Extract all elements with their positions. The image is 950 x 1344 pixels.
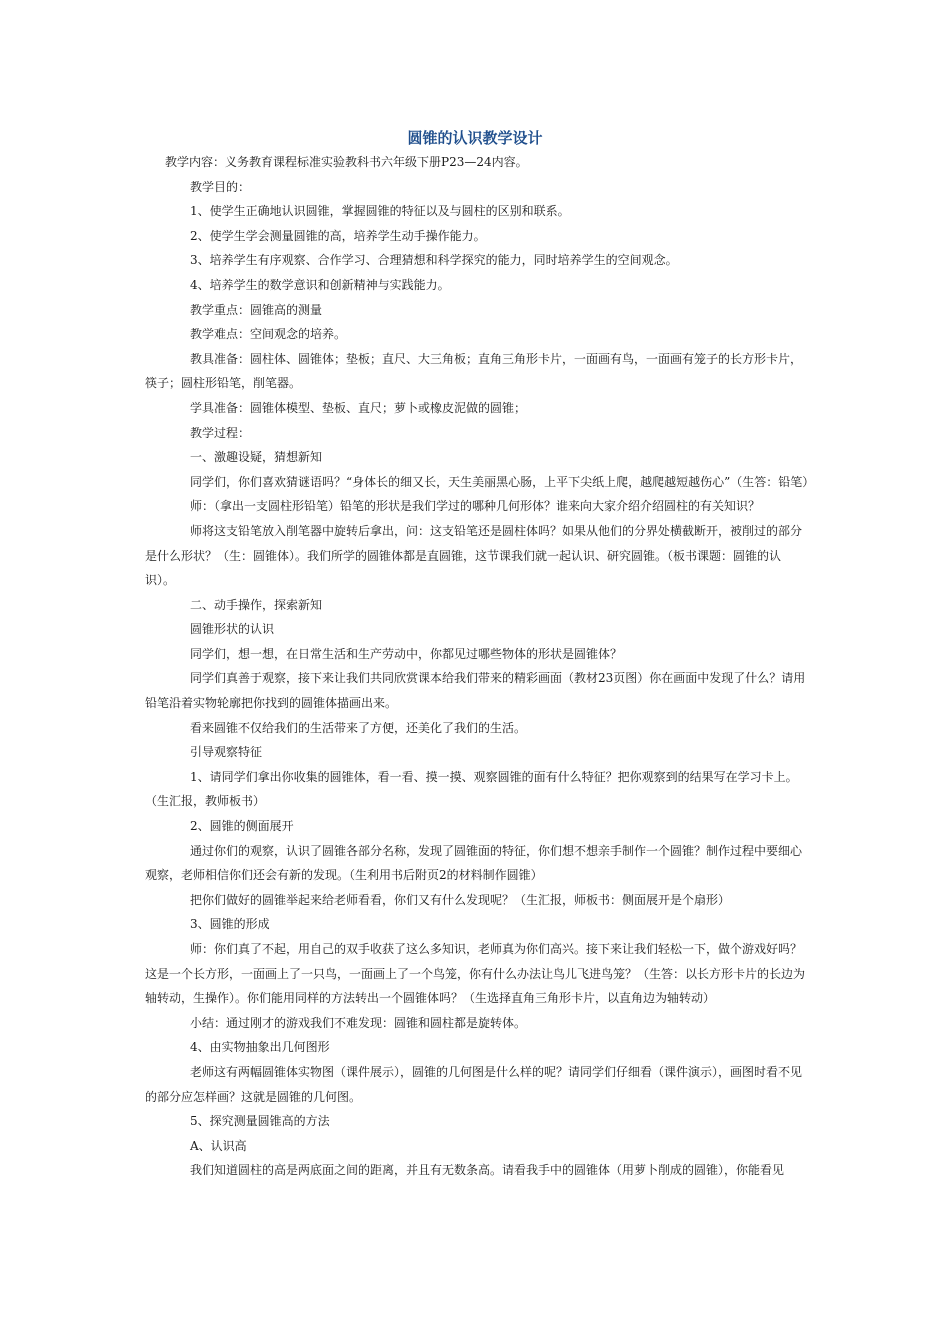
paragraph-beautify: 看来圆锥不仅给我们的生活带来了方便，还美化了我们的生活。 — [190, 720, 527, 735]
paragraph-step-5-heading: 5、探究测量圆锥高的方法 — [190, 1114, 330, 1129]
paragraph-key-point: 教学重点：圆锥高的测量 — [190, 302, 323, 317]
paragraph-objectives-heading: 教学目的： — [190, 179, 251, 194]
paragraph-objective-4: 4、培养学生的数学意识和创新精神与实践能力。 — [190, 277, 450, 292]
subheading-observe-features: 引导观察特征 — [190, 745, 263, 760]
paragraph-daily-life: 同学们，想一想，在日常生活和生产劳动中，你都见过哪些物体的形状是圆锥体？ — [190, 646, 623, 661]
paragraph-content: 教学内容：义务教育课程标准实验教科书六年级下册P23—24内容。 — [165, 155, 528, 169]
paragraph-summary: 小结：通过刚才的游戏我们不难发现：圆锥和圆柱都是旋转体。 — [190, 1015, 527, 1030]
paragraph-objective-3: 3、培养学生有序观察、合作学习、合理猜想和科学探究的能力，同时培养学生的空间观念。 — [190, 253, 678, 268]
section-heading-2: 二、动手操作，探索新知 — [190, 597, 323, 612]
paragraph-difficult-point: 教学难点：空间观念的培养。 — [190, 327, 347, 342]
document-title: 圆锥的认识教学设计 — [407, 129, 543, 147]
paragraph-objective-2: 2、使学生学会测量圆锥的高，培养学生动手操作能力。 — [190, 228, 486, 243]
paragraph-know-height: A、认识高 — [190, 1138, 247, 1153]
section-heading-1: 一、激趣设疑，猜想新知 — [190, 450, 323, 465]
paragraph-student-aids: 学具准备：圆锥体模型、垫板、直尺；萝卜或橡皮泥做的圆锥； — [190, 400, 527, 415]
paragraph-sharpener: 师将这支铅笔放入削笔器中旋转后拿出，问：这支铅笔还是圆柱体吗？如果从他们的分界处横截断开，被削过的部分是什么形状？（生：圆锥体）。我们所学的圆锥体都是直圆锥，这节课我们就一起认识、研究圆锥。（板书课题：圆锥的认识）。 — [145, 523, 803, 588]
paragraph-cylinder-height: 我们知道圆柱的高是两底面之间的距离，并且有无数条高。请看我手中的圆锥体（用萝卜削成的圆锥），你能看见 — [190, 1163, 785, 1178]
paragraph-process-heading: 教学过程： — [190, 425, 251, 440]
paragraph-riddle: 同学们，你们喜欢猜谜语吗？“身体长的细又长，天生美丽黑心肠，上平下尖纸上爬，越爬越短越伤心”（生答：铅笔） — [190, 474, 815, 489]
paragraph-geometric-figure: 老师这有两幅圆锥体实物图（课件展示），圆锥的几何图是什么样的呢？请同学们仔细看（课件演示），画图时看不见的部分应怎样画？这就是圆锥的几何图。 — [145, 1064, 803, 1104]
paragraph-textbook-picture: 同学们真善于观察，接下来让我们共同欣赏课本给我们带来的精彩画面（教材23页图）你在画面中发现了什么？请用铅笔沿着实物轮廓把你找到的圆锥体描画出来。 — [145, 671, 806, 711]
paragraph-make-cone: 通过你们的观察，认识了圆锥各部分名称，发现了圆锥面的特征，你们想不想亲手制作一个圆锥？制作过程中要细心观察，老师相信你们还会有新的发现。（生利用书后附页2的材料制作圆锥） — [145, 843, 803, 883]
paragraph-game: 师：你们真了不起，用自己的双手收获了这么多知识，老师真为你们高兴。接下来让我们轻松一下，做个游戏好吗？这是一个长方形，一面画上了一只鸟，一面画上了一个鸟笼，你有什么办法让鸟儿飞进鸟笼？（生答：以长方形卡片的长边为轴转动，生操作）。你们能用同样的方法转出一个圆锥体吗？（生选择直角三角形卡片，以直角边为轴转动） — [145, 942, 806, 1006]
paragraph-show-cone: 把你们做好的圆锥举起来给老师看看，你们又有什么发现呢？（生汇报，师板书：侧面展开是个扇形） — [190, 892, 731, 907]
document-body — [145, 150, 815, 1183]
paragraph-step-3-heading: 3、圆锥的形成 — [190, 917, 270, 932]
paragraph-step-1: 1、请同学们拿出你收集的圆锥体，看一看、摸一摸、观察圆锥的面有什么特征？把你观察到的结果写在学习卡上。（生汇报，教师板书） — [145, 769, 798, 809]
subheading-cone-shape: 圆锥形状的认识 — [190, 622, 275, 637]
paragraph-objective-1: 1、使学生正确地认识圆锥，掌握圆锥的特征以及与圆柱的区别和联系。 — [190, 204, 570, 219]
paragraph-teaching-aids: 教具准备：圆柱体、圆锥体；垫板；直尺、大三角板；直角三角形卡片，一面画有鸟，一面画有笼子的长方形卡片，筷子；圆柱形铅笔，削笔器。 — [145, 351, 803, 391]
paragraph-pencil-question: 师：（拿出一支圆柱形铅笔）铅笔的形状是我们学过的哪种几何形体？谁来向大家介绍介绍圆柱的有关知识？ — [190, 499, 761, 514]
paragraph-step-4-heading: 4、由实物抽象出几何图形 — [190, 1040, 330, 1055]
paragraph-step-2-heading: 2、圆锥的侧面展开 — [190, 819, 294, 834]
